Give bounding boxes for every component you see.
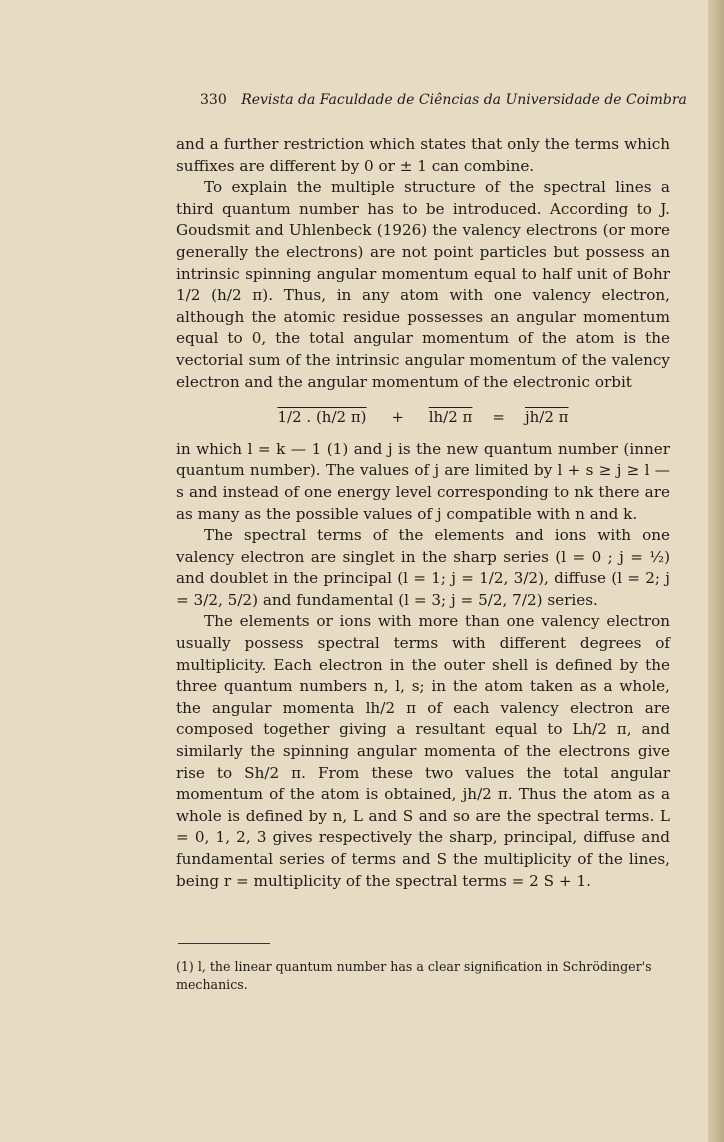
paragraph-5: The elements or ions with more than one valency electron usually possess spectral terms with different degrees of multiplicity. Each electron in the outer shell is defined by the three quantum numbers n, l, s; in the atom taken as a whole, the angular momenta lh/2 π of each valency electron are composed together giving a resultant equal to Lh/2 π, and similarly the spinning angular momenta of the electrons give rise to Sh/2 π. From these two values the total angular momentum of the atom is obtained, jh/2 π. Thus the atom as a whole is defined by n, L and S and so are the spectral terms. L = 0, 1, 2, 3 gives respectively the sharp, principal, diffuse and fundamental series of terms and S the multiplicity of the lines, being r = multiplicity of the spectral terms = 2 S + 1.	[176, 612, 670, 890]
footnote-rule	[178, 943, 270, 944]
paragraph-1: and a further restriction which states that only the terms which suffixes are different by 0 or ± 1 can combine.	[176, 135, 670, 175]
paragraph-2: To explain the multiple structure of the spectral lines a third quantum number has to be introduced. According to J. Goudsmit and Uhlenbeck (1926) the valency electrons (or more generally the electrons) are not point particles but possess an intrinsic spinning angular momentum equal to half unit of Bohr 1/2 (h/2 π). Thus, in any atom with one valency electron, although the atomic residue possesses an angular momentum equal to 0, the total angular momentum of the atom is the vectorial sum of the intrinsic angular momentum of the valency electron and the angular momentum of the electronic orbit	[176, 178, 670, 391]
equation-term-2: lh/2 π	[428, 408, 473, 427]
equation-equals: =	[492, 408, 505, 427]
equation	[176, 407, 670, 429]
paragraph-3: in which l = k — 1 (1) and j is the new quantum number (inner quantum number). The values of j are limited by l + s ≥ j ≥ l — s and instead of one energy level corresponding to nk there are as many as the possible values of j compatible with n and k.	[176, 439, 670, 523]
equation-plus: +	[391, 408, 404, 427]
equation-term-3: jh/2 π	[524, 408, 569, 427]
equation-term-1: 1/2 . (h/2 π)	[277, 408, 367, 427]
body-text	[176, 134, 670, 892]
running-header	[200, 92, 687, 108]
running-title: Revista da Faculdade de Ciências da Universidade de Coimbra	[241, 92, 687, 108]
page-edge	[708, 0, 724, 1142]
paragraph-4: The spectral terms of the elements and ions with one valency electron are singlet in the sharp series (l = 0 ; j = ½) and doublet in the principal (l = 1; j = 1/2, 3/2), diffuse (l = 2; j = 3/2, 5/2) and fundamental (l = 3; j = 5/2, 7/2) series.	[176, 526, 670, 609]
footnote: (1) l, the linear quantum number has a clear signification in Schrödinger's mechanics.	[176, 959, 652, 992]
page-number: 330	[200, 92, 227, 108]
